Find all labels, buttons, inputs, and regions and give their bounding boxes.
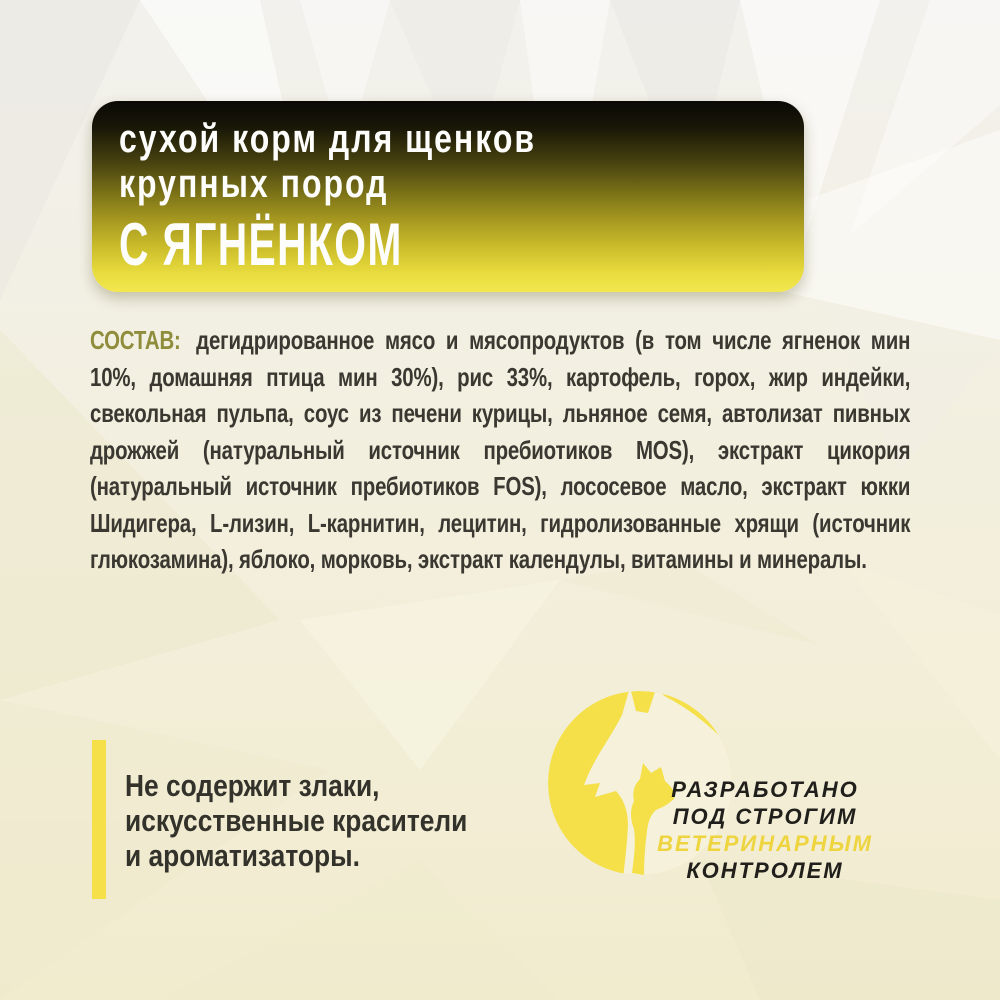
product-flavor-title: С ЯГНЁНКОМ	[119, 211, 403, 278]
no-additives-line-2: искусственные красители	[125, 803, 468, 838]
no-additives-note	[125, 768, 491, 873]
composition-line-1	[90, 322, 910, 359]
product-header-banner	[92, 101, 804, 292]
composition-line-7: глюкозамина), яблоко, морковь, экстракт календулы, витамины и минералы.	[90, 544, 867, 574]
vet-control-line-4: КОНТРОЛЕМ	[686, 858, 844, 883]
composition-line-5: (натуральный источник пребиотиков FOS), лососевое масло, экстракт юкки	[90, 471, 911, 501]
composition-line-1-text: дегидрированное мясо и мясопродуктов (в том числе ягненок мин	[196, 325, 911, 355]
vet-control-caption	[650, 776, 880, 884]
composition-section	[90, 322, 910, 578]
vet-control-line-1: РАЗРАБОТАНО	[671, 777, 859, 802]
vet-control-line-3-highlight: ВЕТЕРИНАРНЫМ	[657, 831, 873, 856]
composition-label: СОСТАВ:	[90, 325, 181, 355]
composition-line-6: Шидигера, L-лизин, L-карнитин, лецитин, гидролизованные хрящи (источник	[90, 507, 911, 538]
no-additives-line-1: Не содержит злаки,	[125, 768, 380, 803]
composition-line-4: дрожжей (натуральный источник пребиотиков MOS), экстракт цикория	[90, 434, 911, 465]
no-additives-line-3: и ароматизаторы.	[125, 838, 360, 873]
composition-line-3: свекольная пульпа, соус из печени курицы, льняное семя, автолизат пивных	[90, 398, 911, 428]
vet-control-line-2: ПОД СТРОГИМ	[672, 804, 858, 829]
composition-line-2: 10%, домашняя птица мин 30%), рис 33%, картофель, горох, жир индейки,	[90, 361, 911, 392]
accent-bar	[92, 740, 106, 899]
product-subtitle-line1: сухой корм для щенков	[119, 117, 537, 161]
product-subtitle-line2: крупных пород	[119, 162, 389, 206]
